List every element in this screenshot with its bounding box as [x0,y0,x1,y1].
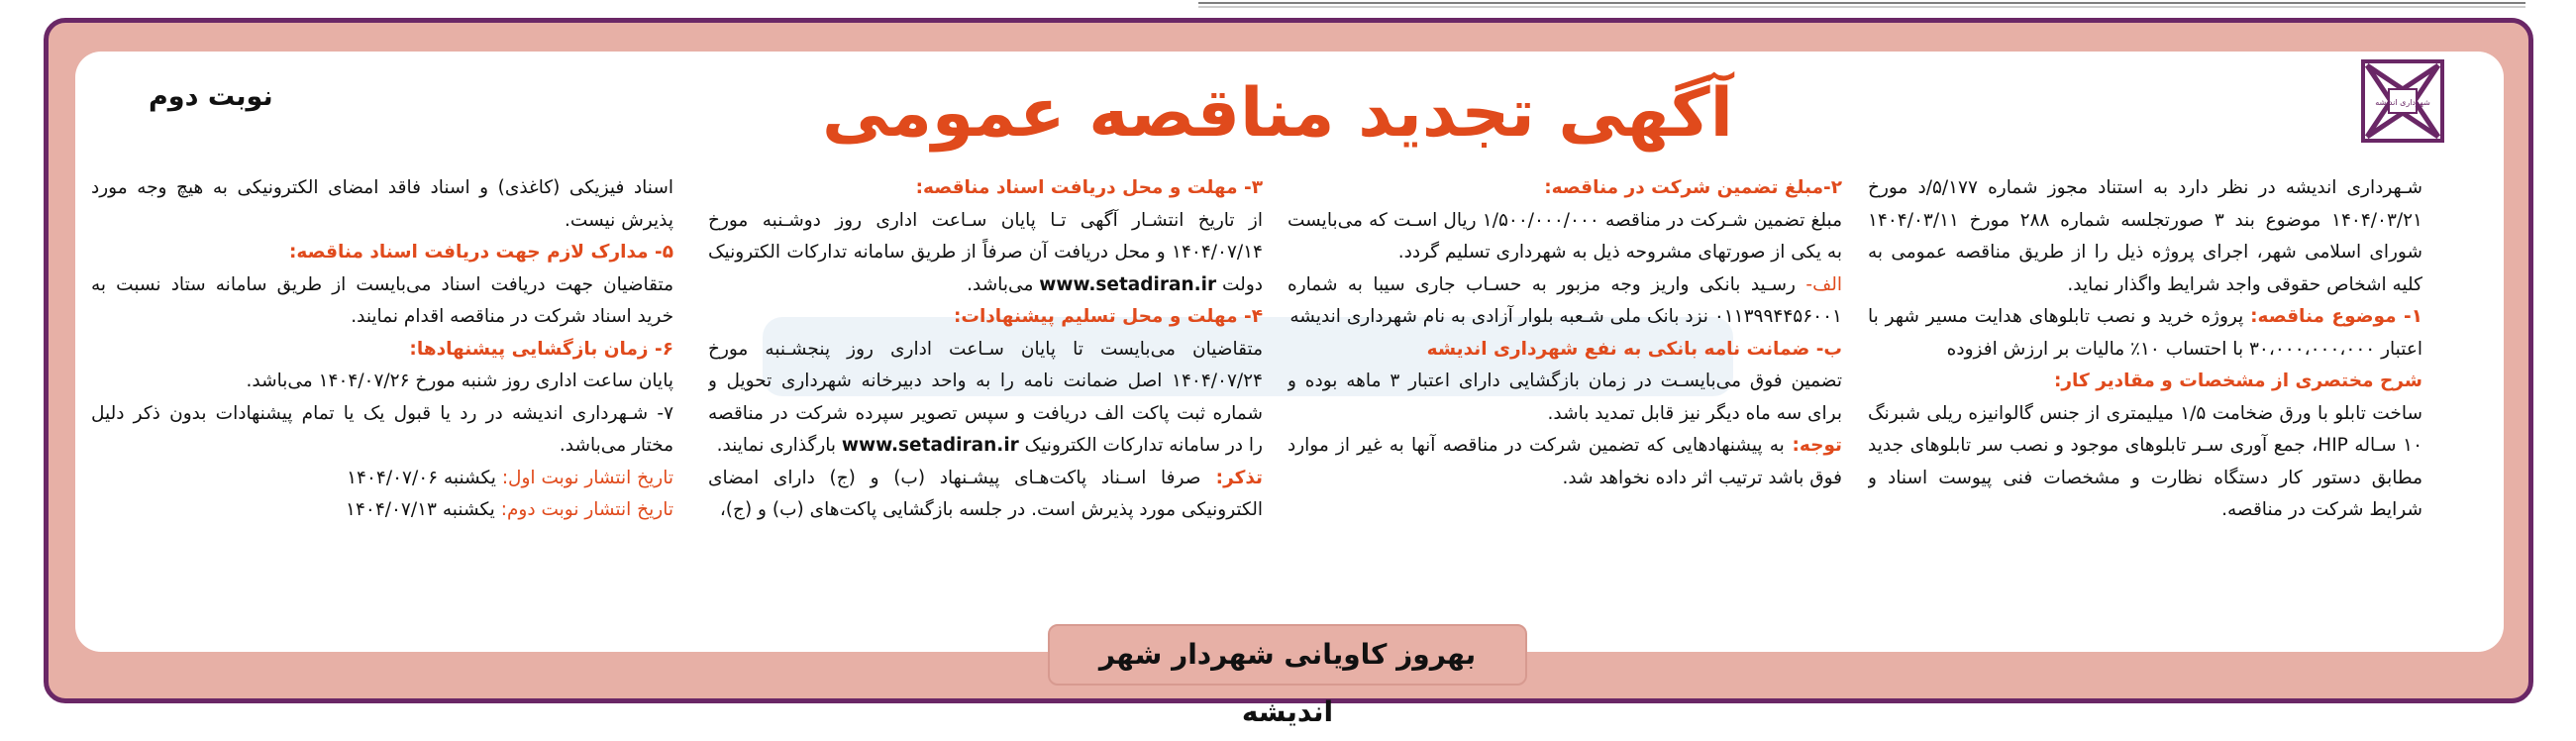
specs-text: ساخت تابلو با ورق ضخامت ۱/۵ میلیمتری از جنس گالوانیزه ریلی شبرنگ ۱۰ سـاله HIP، جمع آوری سـر تابلوهای موجود و نصب سر تابلوهای جدید مطابق دستور کار دستگاه نظارت و مشخصات فنی پیوست اسناد و شرایط شرکت در مناقصه. [1868,402,2422,520]
column-1 [1868,172,2422,608]
rights-text: ۷- شـهرداری اندیشه در رد یا قبول یک یا تمام پیشنهادات بدون ذکر دلیل مختار می‌باشد. [91,402,673,456]
opening-text: پایان ساعت اداری روز شنبه مورخ ۱۴۰۴/۰۷/۲۶ می‌باشد. [246,370,673,391]
intro-paragraph: شـهرداری اندیشه در نظر دارد به استناد مجوز شماره ۵/۱۷۷/د مورخ ۱۴۰۴/۰۳/۲۱ موضوع بند ۳ صورتجلسه شماره ۲۸۸ مورخ ۱۴۰۴/۰۳/۱۱ شورای اسلامی شهر، اجرای پروژه ذیل را از طریق مناقصه عمومی به کلیه اشخاص حقوقی واجد شرایط واگذار نماید. [1868,177,2422,295]
column-3 [708,172,1263,608]
subject-text: پروژه خرید و نصب تابلوهای هدایت مسیر شهر با اعتبار ۳۰،۰۰۰،۰۰۰،۰۰۰ با احتساب ۱۰٪ مالیات بر ارزش افزوده [1868,306,2422,360]
submit-tail: بارگذاری نمایند. [716,435,842,456]
documents-text: متقاضیان جهت دریافت اسناد می‌بایست از طریق سامانه ستاد نسبت به خرید اسناد شرکت در مناقصه اقدام نمایند. [91,273,673,327]
bank-guarantee-heading: ب- ضمانت نامه بانکی به نفع شهرداری اندیشه [1426,338,1842,360]
bank-guarantee-text: تضمین فوق می‌بایسـت در زمان بازگشایی دارای اعتبار ۳ ماهه بوده و برای سه ماه دیگر نیز قابل تمدید باشد. [1288,370,1842,424]
logo-text: شهرداری اندیشه [2375,98,2430,107]
documents-heading: ۵- مدارک لازم جهت دریافت اسناد مناقصه: [289,242,673,263]
submit-heading: ۴- مهلت و محل تسلیم پیشنهادات: [953,306,1263,327]
municipality-emblem-icon [2361,59,2444,159]
publication-turn-label: نوبت دوم [149,81,273,112]
deadline-heading: ۳- مهلت و محل دریافت اسناد مناقصه: [915,177,1263,198]
reminder-paragraph [708,463,1263,527]
setadiran-link-2[interactable]: www.setadiran.ir [841,435,1019,456]
second-publication-date [91,494,673,527]
deadline-paragraph [708,205,1263,302]
top-border-lines [1198,0,2525,10]
continued-text: اسناد فیزیکی (کاغذی) و اسناد فاقد امضای الکترونیکی به هیچ وجه مورد پذیرش نیست. [91,177,673,231]
opening-heading: ۶- زمان بازگشایی پیشنهادها: [409,338,673,360]
deadline-tail: می‌باشد. [967,273,1040,295]
setadiran-link[interactable]: www.setadiran.ir [1039,273,1217,295]
specs-heading: شرح مختصری از مشخصات و مقادیر کار: [2054,370,2422,391]
note-text: به پیشنهادهایی که تضمین شرکت در مناقصه آنها به غیر از موارد فوق باشد ترتیب اثر داده نخواهد شد. [1288,435,1842,488]
column-2 [1288,172,1842,608]
subject-heading: ۱- موضوع مناقصه: [2250,306,2422,327]
note-paragraph [1288,430,1842,494]
alef-text: رسـید بانکی واریز وجه مزبور به حسـاب جاری سیبا به شماره ۰۱۱۳۹۹۴۴۵۶۰۰۱ نزد بانک ملی شـعبه بلوار آزادی به نام شهرداری اندیشه [1288,273,1842,327]
reminder-text: صرفا اسـناد پاکت‌هـای پیشـنهاد (ب) و (ج) دارای امضای الکترونیکی مورد پذیرش است. در جلسه بازگشایی پاکت‌های (ب) و (ج)، [708,467,1263,520]
subject-paragraph [1868,301,2422,366]
first-publication-label: تاریخ انتشار نوبت اول: [495,467,673,488]
page-title: آگهی تجدید مناقصه عمومی [822,74,1733,153]
submit-paragraph [708,334,1263,463]
first-publication-value: یکشنبه ۱۴۰۴/۰۷/۰۶ [347,467,496,488]
second-publication-label: تاریخ انتشار نوبت دوم: [494,499,673,520]
deadline-text: از تاریخ انتشـار آگهی تـا پایان سـاعت اداری روز دوشـنبه مورخ ۱۴۰۴/۰۷/۱۴ و محل دریافت آن صرفاً از طریق سامانه تدارکات الکترونیک دولت [708,209,1263,295]
mayor-signature: بهروز کاویانی شهردار شهر اندیشه [1048,624,1527,686]
guarantee-heading: ۲-مبلغ تضمین شرکت در مناقصه: [1544,177,1842,198]
second-publication-value: یکشنبه ۱۴۰۴/۰۷/۱۳ [346,499,495,520]
guarantee-text: مبلغ تضمین شـرکت در مناقصه ۱/۵۰۰/۰۰۰/۰۰۰ ریال اسـت که می‌بایست به یکی از صورتهای مشروحه ذیل به شهرداری تسلیم گردد. [1288,209,1842,263]
note-label: توجه: [1784,435,1842,456]
alef-paragraph [1288,269,1842,334]
submit-text: متقاضیان می‌بایست تا پایان سـاعت اداری روز پنجشـنبه مورخ ۱۴۰۴/۰۷/۲۴ اصل ضمانت نامه را به واحد دبیرخانه شهرداری تحویل و شماره ثبت پاکت الف دریافت و سپس تصویر سپرده شرکت در مناقصه را در سامانه تدارکات الکترونیک [708,338,1263,456]
reminder-label: تذکر: [1200,467,1263,488]
alef-label: الف- [1796,273,1842,295]
first-publication-date [91,463,673,495]
column-4 [91,172,673,608]
